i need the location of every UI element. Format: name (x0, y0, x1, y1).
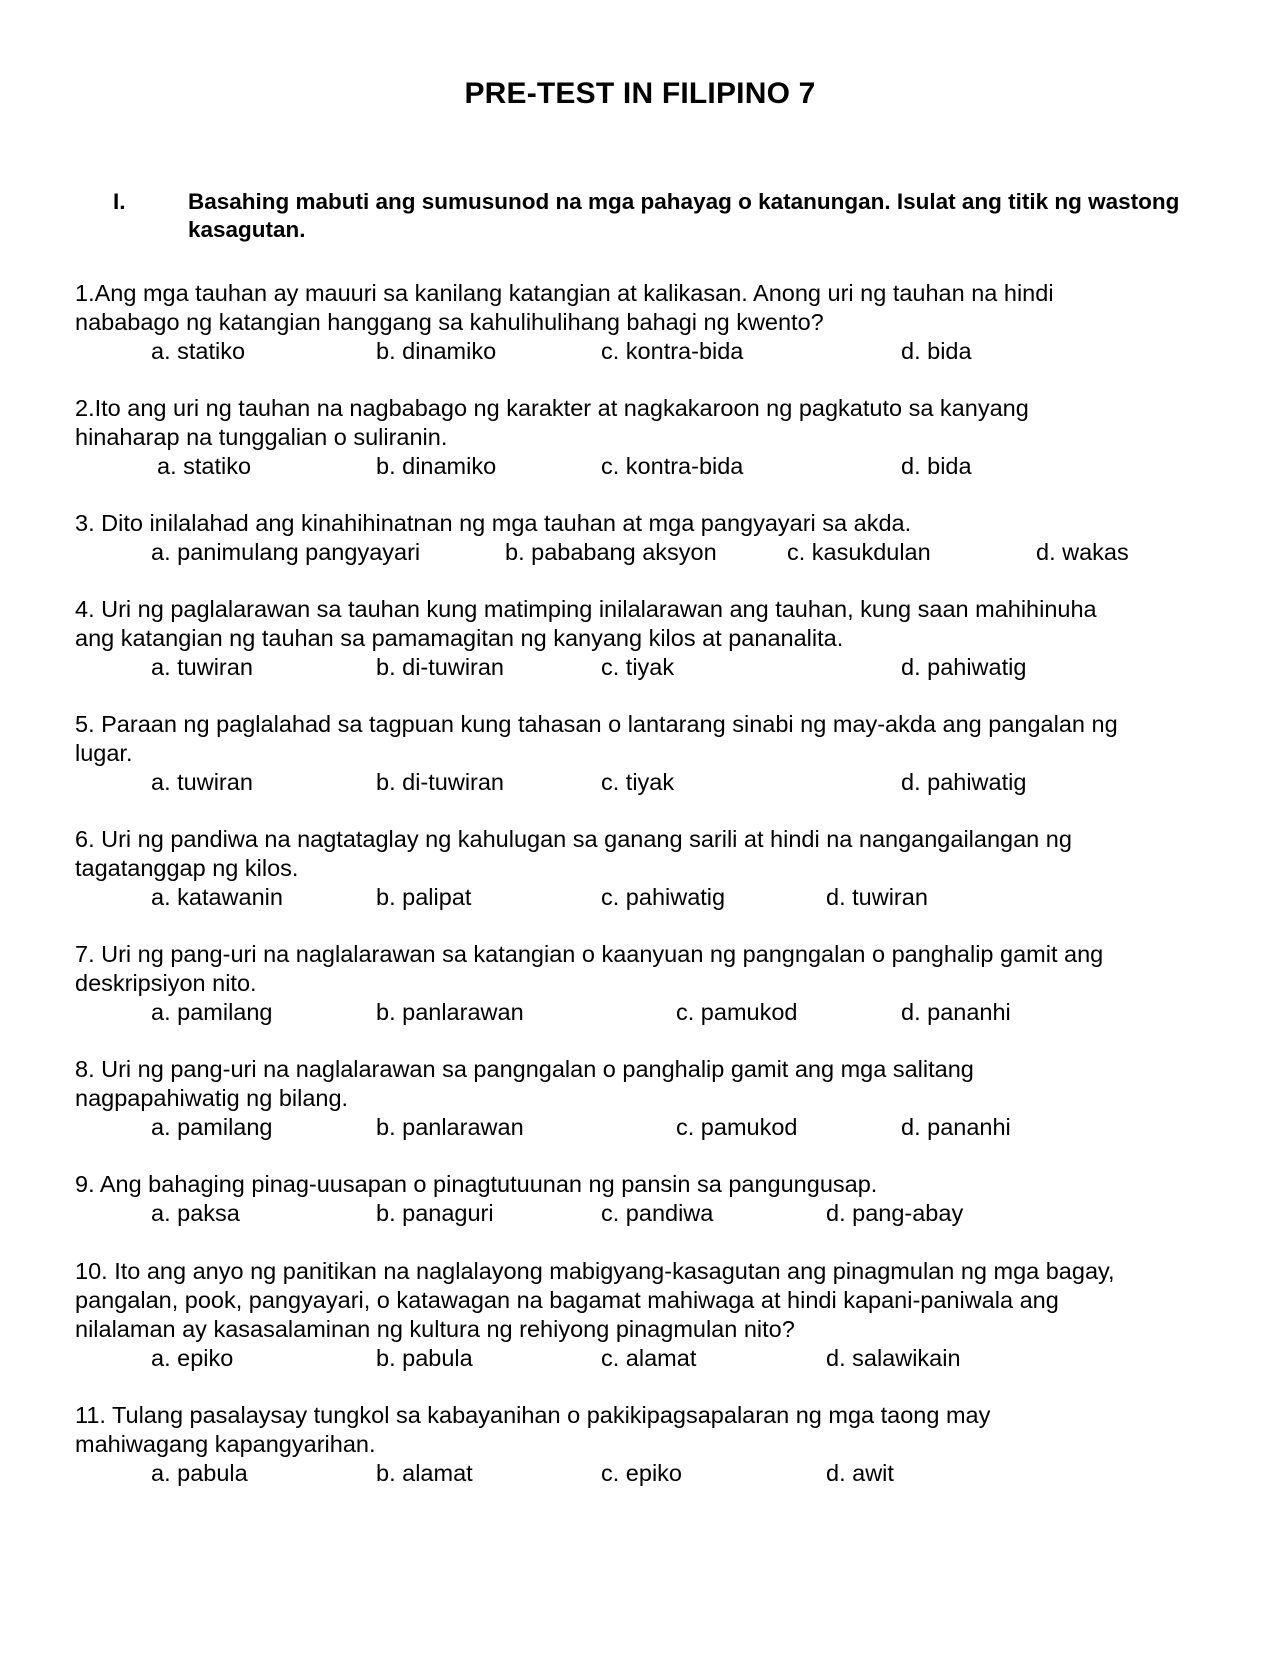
question-stem-line: 1.Ang mga tauhan ay mauuri sa kanilang katangian at kalikasan. Anong uri ng tauhan na hindi (75, 280, 1054, 306)
choice-b: b. dinamiko (376, 453, 497, 479)
question-10 (75, 1257, 1205, 1373)
choice-b: b. dinamiko (376, 338, 497, 364)
choice-b: b. di-tuwiran (376, 769, 504, 795)
choice-b: b. panaguri (376, 1200, 494, 1226)
question-6 (75, 825, 1205, 912)
choice-row (75, 1113, 1205, 1142)
choice-c: c. epiko (601, 1460, 682, 1486)
choice-a: a. pamilang (151, 999, 273, 1025)
choice-c: c. kasukdulan (787, 539, 931, 565)
choice-b: b. pabula (376, 1345, 473, 1371)
question-stem-line: 4. Uri ng paglalarawan sa tauhan kung matimping inilalarawan ang tauhan, kung saan mahihinuha (75, 596, 1097, 622)
question-stem-line: nagpapahiwatig ng bilang. (75, 1085, 349, 1111)
choice-b: b. di-tuwiran (376, 654, 504, 680)
page-title: PRE-TEST IN FILIPINO 7 (464, 77, 816, 110)
choice-row (75, 1199, 1205, 1228)
choice-d: d. bida (901, 453, 972, 479)
question-stem-line: pangalan, pook, pangyayari, o katawagan na bagamat mahiwaga at hindi kapani-paniwala ang (75, 1287, 1059, 1313)
question-7 (75, 940, 1205, 1027)
choice-a: a. statiko (157, 453, 252, 479)
question-stem-line: nababago ng katangian hanggang sa kahulihulihang bahagi ng kwento? (75, 309, 824, 335)
choice-row (75, 1459, 1205, 1488)
choice-d: d. pahiwatig (901, 654, 1027, 680)
choice-a: a. pamilang (151, 1114, 273, 1140)
choice-c: c. tiyak (601, 654, 675, 680)
question-11 (75, 1401, 1205, 1488)
choice-row (75, 452, 1205, 481)
choice-row (75, 538, 1205, 567)
choice-b: b. panlarawan (376, 999, 524, 1025)
question-stem-line: 2.Ito ang uri ng tauhan na nagbabago ng karakter at nagkakaroon ng pagkatuto sa kanyang (75, 395, 1029, 421)
choice-b: b. alamat (376, 1460, 473, 1486)
choice-a: a. statiko (151, 338, 246, 364)
choice-d: d. wakas (1036, 539, 1129, 565)
choice-row (75, 998, 1205, 1027)
choice-a: a. panimulang pangyayari (151, 539, 421, 565)
question-stem-line: 8. Uri ng pang-uri na naglalarawan sa pangngalan o panghalip gamit ang mga salitang (75, 1056, 974, 1082)
question-1 (75, 279, 1205, 366)
choice-b: b. panlarawan (376, 1114, 524, 1140)
question-4 (75, 595, 1205, 682)
choice-row (75, 653, 1205, 682)
question-stem-line: ang katangian ng tauhan sa pamamagitan ng kanyang kilos at pananalita. (75, 625, 844, 651)
choice-c: c. kontra-bida (601, 338, 744, 364)
choice-d: d. awit (826, 1460, 894, 1486)
question-3 (75, 509, 1205, 567)
choice-b: b. palipat (376, 884, 472, 910)
question-stem-line: 10. Ito ang anyo ng panitikan na naglalayong mabigyang-kasagutan ang pinagmulan ng mga bagay, (75, 1258, 1115, 1284)
question-stem-line: 9. Ang bahaging pinag-uusapan o pinagtutuunan ng pansin sa pangungusap. (75, 1171, 878, 1197)
question-stem-line: deskripsiyon nito. (75, 970, 257, 996)
choice-row (75, 1344, 1205, 1373)
choice-d: d. pananhi (901, 999, 1011, 1025)
choice-c: c. pandiwa (601, 1200, 714, 1226)
choice-c: c. alamat (601, 1345, 697, 1371)
question-stem-line: 5. Paraan ng paglalahad sa tagpuan kung tahasan o lantarang sinabi ng may-akda ang pangalan ng (75, 711, 1118, 737)
choice-c: c. tiyak (601, 769, 675, 795)
choice-d: d. salawikain (826, 1345, 961, 1371)
choice-row (75, 337, 1205, 366)
question-2 (75, 394, 1205, 481)
instruction-text: Basahing mabuti ang sumusunod na mga pahayag o katanungan. Isulat ang titik ng wastong kasagutan. (188, 189, 1180, 242)
choice-d: d. pahiwatig (901, 769, 1027, 795)
choice-a: a. tuwiran (151, 654, 253, 680)
choice-c: c. pamukod (676, 1114, 798, 1140)
question-stem-line: tagatanggap ng kilos. (75, 855, 299, 881)
choice-c: c. pahiwatig (601, 884, 726, 910)
choice-row (75, 768, 1205, 797)
choice-b: b. pababang aksyon (505, 539, 717, 565)
choice-a: a. tuwiran (151, 769, 253, 795)
choice-c: c. pamukod (676, 999, 798, 1025)
choice-a: a. paksa (151, 1200, 240, 1226)
question-stem-line: 3. Dito inilalahad ang kinahihinatnan ng mga tauhan at mga pangyayari sa akda. (75, 510, 912, 536)
choice-a: a. pabula (151, 1460, 248, 1486)
choice-d: d. pananhi (901, 1114, 1011, 1140)
question-5 (75, 710, 1205, 797)
question-stem-line: 6. Uri ng pandiwa na nagtataglay ng kahulugan sa ganang sarili at hindi na nangangailangan ng (75, 826, 1072, 852)
choice-a: a. epiko (151, 1345, 234, 1371)
choice-row (75, 883, 1205, 912)
question-stem-line: mahiwagang kapangyarihan. (75, 1431, 376, 1457)
choice-d: d. bida (901, 338, 972, 364)
question-stem-line: nilalaman ay kasasalaminan ng kultura ng rehiyong pinagmulan nito? (75, 1316, 795, 1342)
choice-d: d. tuwiran (826, 884, 928, 910)
question-9 (75, 1170, 1205, 1228)
question-8 (75, 1055, 1205, 1142)
choice-c: c. kontra-bida (601, 453, 744, 479)
question-stem-line: hinaharap na tunggalian o suliranin. (75, 424, 448, 450)
instruction-number: I. (113, 189, 126, 214)
question-stem-line: 7. Uri ng pang-uri na naglalarawan sa katangian o kaanyuan ng pangngalan o panghalip gamit ang (75, 941, 1104, 967)
choice-a: a. katawanin (151, 884, 283, 910)
question-stem-line: lugar. (75, 740, 133, 766)
choice-d: d. pang-abay (826, 1200, 964, 1226)
question-stem-line: 11. Tulang pasalaysay tungkol sa kabayanihan o pakikipagsapalaran ng mga taong may (75, 1402, 991, 1428)
